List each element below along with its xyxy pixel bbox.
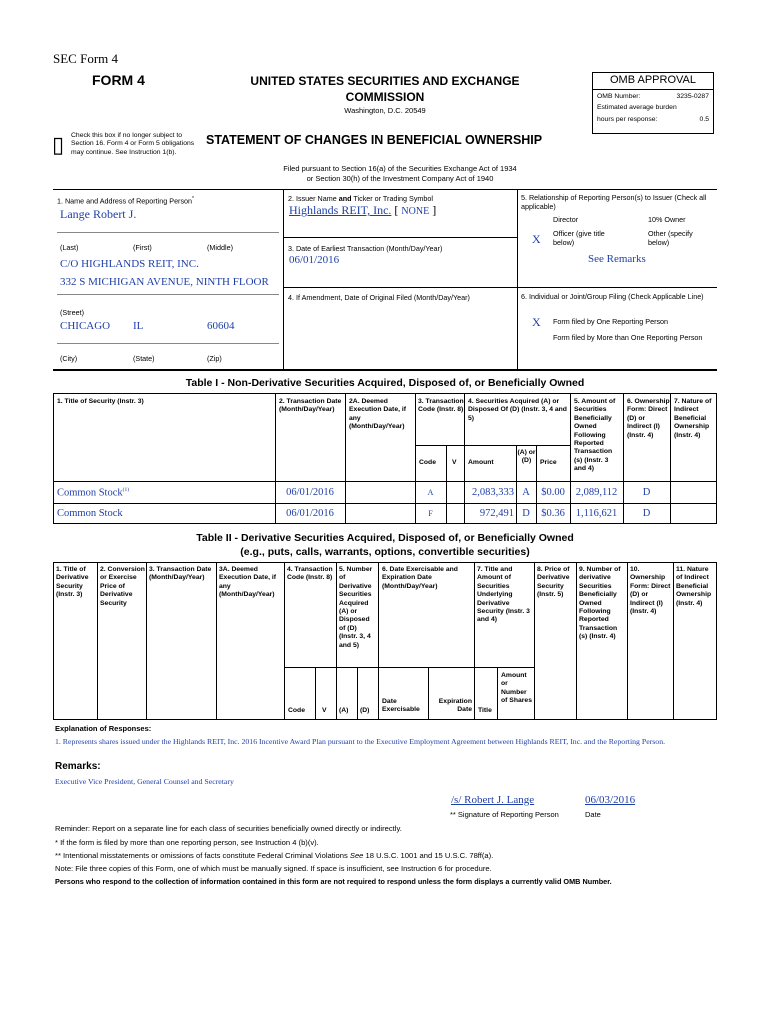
t1-col5-header: 5. Amount of Securities Beneficially Owned Following Reported Transaction (s) (Instr. 3 and 4)	[574, 398, 616, 473]
remarks-text: Executive Vice President, General Counsel and Secretary	[55, 777, 234, 786]
t2-title-header: Title	[478, 707, 492, 714]
footer-omb-notice: Persons who respond to the collection of information contained in this form are not required to respond unless the form displays a currently valid OMB Number.	[55, 877, 612, 886]
one-person-label: Form filed by One Reporting Person	[553, 317, 669, 326]
t1-row2-amount: 972,491	[479, 508, 514, 519]
t1-col3-header: 3. Transaction Code (Instr. 8)	[418, 398, 464, 414]
address-line2: 332 S MICHIGAN AVENUE, NINTH FLOOR	[60, 276, 269, 288]
t1-row2-ad: D	[522, 508, 530, 519]
t2-col7-header: 7. Title and Amount of Securities Underlying Derivative Security (Instr. 3 and 4)	[477, 566, 530, 624]
t2-col4-header: 4. Transaction Code (Instr. 8)	[287, 566, 333, 582]
t1-row2-form: D	[642, 508, 651, 519]
t1-row1-title: Common Stock$^{(1)}$	[57, 487, 130, 499]
omb-details: OMB Number: 3235-0287 Estimated average burden hours per response: 0.5	[597, 93, 709, 123]
omb-title: OMB APPROVAL	[593, 73, 713, 90]
footer-misstatements: ** Intentional misstatements or omissions of facts constitute Federal Criminal Violations See 18 U.S.C. 1001 and 15 U.S.C. 78ff(a).	[55, 851, 494, 860]
footer-reminder: Reminder: Report on a separate line for each class of securities beneficially owned directly or indirectly.	[55, 824, 402, 833]
statement-title: STATEMENT OF CHANGES IN BENEFICIAL OWNERSHIP	[206, 133, 543, 147]
table2-title: Table II - Derivative Securities Acquired, Disposed of, or Beneficially Owned (e.g., puts, calls, warrants, options, convertible securities)	[196, 532, 574, 558]
table1-title: Table I - Non-Derivative Securities Acquired, Disposed of, or Beneficially Owned	[185, 377, 585, 389]
officer-title: See Remarks	[588, 253, 646, 265]
t2-col5-header: 5. Number of Derivative Securities Acquired (A) or Disposed of (D) (Instr. 3, 4 and 5)	[339, 566, 373, 649]
t1-row1-price: $0.00	[541, 487, 565, 498]
last-label: (Last)	[60, 243, 79, 252]
t2-d-header: (D)	[360, 707, 370, 714]
box4-label: 4. If Amendment, Date of Original Filed (Month/Day/Year)	[288, 293, 470, 302]
no-longer-subject-checkbox[interactable]: ▯	[52, 132, 65, 157]
director-label: Director	[553, 215, 579, 224]
t1-row1-amount: 2,083,333	[472, 487, 514, 498]
state-value: IL	[133, 320, 144, 332]
footer-copies-note: Note: File three copies of this Form, one of which must be manually signed. If space is insufficient, see Instruction 6 for procedure.	[55, 864, 492, 873]
officer-checkmark[interactable]: X	[532, 232, 541, 246]
t2-col11-header: 11. Nature of Indirect Beneficial Ownership (Instr. 4)	[676, 566, 712, 607]
t1-v-header: V	[452, 459, 457, 466]
explanation-text: 1. Represents shares issued under the Highlands REIT, Inc. 2016 Incentive Award Plan pursuant to the Executive Employment Agreement between Highlands REIT, Inc. and the Reporting Person.	[55, 737, 666, 746]
signature-date-label: Date	[585, 810, 601, 819]
t2-col2-header: 2. Conversion or Exercise Price of Derivative Security	[100, 566, 145, 607]
middle-label: (Middle)	[207, 243, 233, 252]
t1-row2-owned: 1,116,621	[575, 508, 618, 519]
t1-row2-title: Common Stock	[57, 508, 123, 519]
reporting-person-name: Lange Robert J.	[60, 207, 137, 221]
address-line1: C/O HIGHLANDS REIT, INC.	[60, 258, 199, 270]
signature-value: /s/ Robert J. Lange	[451, 794, 535, 806]
t2-col3-header: 3. Transaction Date (Month/Day/Year)	[149, 566, 212, 582]
agency-location: Washington, D.C. 20549	[344, 106, 426, 115]
t1-row2-code: F	[428, 509, 433, 518]
signature-label: ** Signature of Reporting Person	[450, 810, 559, 819]
t1-row2-date: 06/01/2016	[286, 508, 334, 519]
agency-name: UNITED STATES SECURITIES AND EXCHANGE COMMISSION	[250, 74, 520, 104]
box1-label: 1. Name and Address of Reporting Person*	[57, 196, 194, 206]
t1-row1-form: D	[642, 487, 651, 498]
t1-col4-header: 4. Securities Acquired (A) or Disposed Of (D) (Instr. 3, 4 and 5)	[468, 398, 567, 422]
t1-row2-price: $0.36	[541, 508, 565, 519]
box2-label: 2. Issuer Name and Ticker or Trading Symbol	[288, 194, 434, 203]
more-persons-label: Form filed by More than One Reporting Person	[553, 333, 703, 342]
t2-a-header: (A)	[339, 707, 349, 714]
one-person-checkmark[interactable]: X	[532, 315, 541, 329]
signature-date: 06/03/2016	[585, 794, 636, 806]
t1-ad-header: (A) or (D)	[517, 449, 536, 465]
earliest-transaction-date: 06/01/2016	[289, 254, 340, 266]
t2-date-exercisable-header: Date Exercisable	[382, 698, 420, 714]
filed-pursuant: Filed pursuant to Section 16(a) of the Securities Exchange Act of 1934 or Section 30(h) of the Investment Company Act of 1940	[283, 164, 517, 183]
t1-col6-header: 6. Ownership Form: Direct (D) or Indirect (I) (Instr. 4)	[627, 398, 670, 439]
t2-col1-header: 1. Title of Derivative Security (Instr. 3)	[56, 566, 89, 599]
t2-col8-header: 8. Price of Derivative Security (Instr. 5)	[537, 566, 570, 599]
t1-row1-owned: 2,089,112	[575, 487, 618, 498]
omb-approval-box	[592, 72, 714, 134]
t1-col2a-header: 2A. Deemed Execution Date, if any (Month/Day/Year)	[349, 398, 407, 431]
issuer-name: Highlands REIT, Inc. [ NONE ]	[289, 203, 437, 217]
first-label: (First)	[133, 243, 152, 252]
zip-label: (Zip)	[207, 354, 222, 363]
t1-row1-ad: A	[522, 487, 530, 498]
t1-price-header: Price	[540, 459, 557, 466]
box6-label: 6. Individual or Joint/Group Filing (Check Applicable Line)	[521, 292, 704, 301]
zip-value: 60604	[207, 320, 235, 332]
explanation-heading: Explanation of Responses:	[55, 724, 152, 733]
street-label: (Street)	[60, 308, 84, 317]
t2-amount-shares-header: Amount or Number of Shares	[501, 672, 532, 705]
t1-row1-date: 06/01/2016	[286, 487, 334, 498]
t2-col6-header: 6. Date Exercisable and Expiration Date (Month/Day/Year)	[382, 566, 458, 590]
t2-col9-header: 9. Number of derivative Securities Beneficially Owned Following Reported Transaction (s) (Instr. 4)	[579, 566, 621, 641]
t1-col7-header: 7. Nature of Indirect Beneficial Ownership (Instr. 4)	[674, 398, 712, 439]
officer-label: Officer (give title below)	[553, 229, 605, 247]
form-title: FORM 4	[92, 72, 145, 88]
city-label: (City)	[60, 354, 78, 363]
t1-row1-code: A	[427, 488, 434, 497]
box3-label: 3. Date of Earliest Transaction (Month/Day/Year)	[288, 244, 443, 253]
t1-code-header: Code	[419, 459, 436, 466]
t2-col3a-header: 3A. Deemed Execution Date, if any (Month/Day/Year)	[219, 566, 277, 599]
t1-col2-header: 2. Transaction Date (Month/Day/Year)	[279, 398, 342, 414]
t1-amount-header: Amount	[468, 459, 494, 466]
t2-expiration-header: Expiration Date	[438, 698, 472, 714]
ten-pct-owner-label: 10% Owner	[648, 215, 686, 224]
t2-col10-header: 10. Ownership Form: Direct (D) or Indirect (I) (Instr. 4)	[630, 566, 671, 616]
other-label: Other (specify below)	[648, 229, 693, 247]
city-value: CHICAGO	[60, 320, 111, 332]
state-label: (State)	[133, 354, 155, 363]
t2-code-header: Code	[288, 707, 305, 714]
footer-multiple-persons: * If the form is filed by more than one reporting person, see Instruction 4 (b)(v).	[55, 838, 319, 847]
t2-v-header: V	[322, 707, 327, 714]
checkbox-instruction: Check this box if no longer subject to Section 16. Form 4 or Form 5 obligations may continue. See Instruction 1(b).	[71, 132, 195, 156]
t1-col1-header: 1. Title of Security (Instr. 3)	[57, 398, 144, 405]
sec-form-label: SEC Form 4	[53, 51, 119, 66]
remarks-heading: Remarks:	[55, 761, 101, 772]
box5-label: 5. Relationship of Reporting Person(s) to Issuer (Check all applicable)	[521, 193, 707, 211]
